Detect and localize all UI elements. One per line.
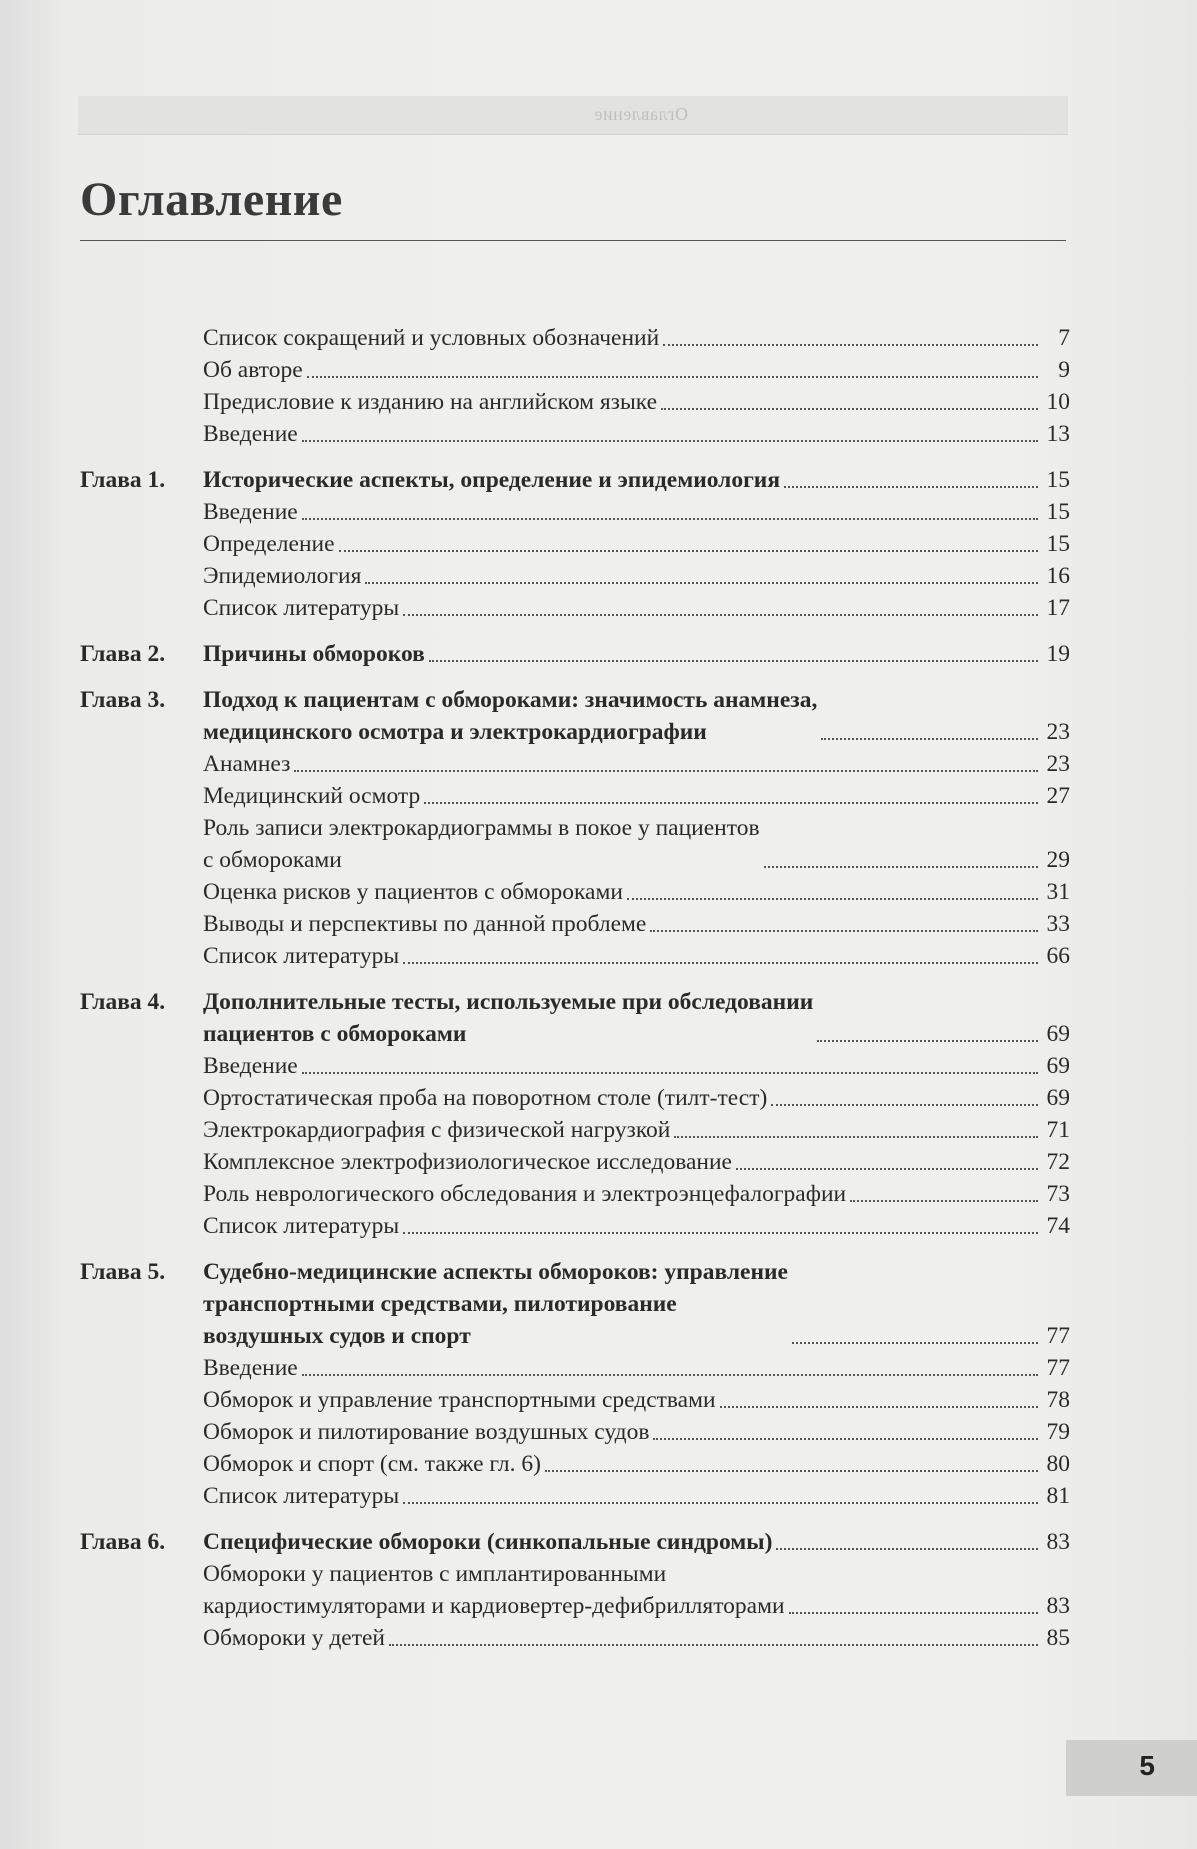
- entry-body: [203, 464, 1070, 496]
- entry-title: Медицинский осмотр: [203, 783, 421, 809]
- entry-body: [203, 1210, 1070, 1242]
- entry-body: [203, 684, 1070, 748]
- dot-leader: [764, 866, 1038, 868]
- toc-entry: [80, 780, 1070, 812]
- entry-title: Электрокардиография с физической нагрузкой: [203, 1117, 671, 1143]
- entry-title: Исторические аспекты, определение и эпидемиология: [203, 467, 781, 493]
- entry-page-number: 79: [1046, 1419, 1070, 1445]
- dot-leader: [302, 518, 1038, 520]
- chapter-label: Глава 6.: [80, 1529, 166, 1555]
- entry-body: [203, 1448, 1070, 1480]
- entry-title: Специфические обмороки (синкопальные синдромы): [203, 1529, 773, 1555]
- entry-body: [203, 1622, 1070, 1654]
- entry-body: [203, 780, 1070, 812]
- entry-body: [203, 1526, 1070, 1558]
- entry-title: Причины обмороков: [203, 641, 425, 667]
- entry-page-number: 19: [1046, 641, 1070, 667]
- entry-body: [203, 940, 1070, 972]
- toc-entry: [80, 1114, 1070, 1146]
- toc-entry: [80, 940, 1070, 972]
- dot-leader: [302, 1072, 1038, 1074]
- entry-title: Роль неврологического обследования и электроэнцефалографии: [203, 1181, 847, 1207]
- entry-body: [203, 528, 1070, 560]
- toc-entry: [80, 560, 1070, 592]
- chapter-label: Глава 3.: [80, 687, 166, 713]
- toc-entry: [80, 496, 1070, 528]
- dot-leader: [776, 1548, 1038, 1550]
- entry-body: [203, 1416, 1070, 1448]
- dot-leader: [674, 1136, 1038, 1138]
- entry-body: [203, 1146, 1070, 1178]
- dot-leader: [429, 660, 1038, 662]
- toc-chapter-entry: [80, 986, 1070, 1050]
- dot-leader: [403, 1502, 1038, 1504]
- toc-entry: [80, 1178, 1070, 1210]
- entry-title: Анамнез: [203, 751, 291, 777]
- dot-leader: [294, 770, 1038, 772]
- entry-body: [203, 1558, 1070, 1622]
- entry-title: Предисловие к изданию на английском языке: [203, 389, 658, 415]
- entry-body: [203, 638, 1070, 670]
- dot-leader: [821, 738, 1038, 740]
- entry-page-number: 23: [1046, 719, 1070, 745]
- entry-body: [203, 1352, 1070, 1384]
- entry-title: Список литературы: [203, 1483, 400, 1509]
- running-header-text: Оглавление: [594, 104, 688, 124]
- entry-body: [203, 1050, 1070, 1082]
- entry-page-number: 66: [1046, 943, 1070, 969]
- dot-leader: [424, 802, 1038, 804]
- dot-leader: [663, 344, 1038, 346]
- entry-page-number: 13: [1046, 421, 1070, 447]
- toc-entry: [80, 876, 1070, 908]
- dot-leader: [307, 376, 1038, 378]
- entry-title: Введение: [203, 421, 298, 447]
- toc-chapter-entry: [80, 1526, 1070, 1558]
- toc-entry: [80, 528, 1070, 560]
- entry-title: Выводы и перспективы по данной проблеме: [203, 911, 647, 937]
- entry-body: [203, 1480, 1070, 1512]
- dot-leader: [403, 1232, 1038, 1234]
- toc-entry: [80, 1558, 1070, 1622]
- page-number: 5: [1139, 1750, 1155, 1781]
- dot-leader: [789, 1612, 1038, 1614]
- toc-entry: [80, 1050, 1070, 1082]
- toc-entry: [80, 908, 1070, 940]
- running-header: [78, 96, 1068, 135]
- entry-title: Эпидемиология: [203, 563, 362, 589]
- entry-page-number: 27: [1046, 783, 1070, 809]
- entry-page-number: 10: [1046, 389, 1070, 415]
- page-title: Оглавление: [80, 173, 343, 226]
- dot-leader: [302, 440, 1038, 442]
- toc-entry: [80, 1480, 1070, 1512]
- entry-title: Дополнительные тесты, используемые при обследовании пациентов с обмороками: [203, 989, 814, 1047]
- toc-chapter-entry: [80, 684, 1070, 748]
- chapter-label: Глава 4.: [80, 989, 166, 1015]
- dot-leader: [736, 1168, 1038, 1170]
- title-rule: [80, 240, 1066, 241]
- chapter-label: Глава 5.: [80, 1259, 166, 1285]
- dot-leader: [817, 1040, 1038, 1042]
- page-number-box: [1066, 1740, 1197, 1796]
- entry-title: Список литературы: [203, 943, 400, 969]
- entry-page-number: 9: [1058, 357, 1070, 383]
- toc-entry: [80, 1210, 1070, 1242]
- entry-page-number: 72: [1046, 1149, 1070, 1175]
- entry-body: [203, 322, 1070, 354]
- entry-page-number: 73: [1046, 1181, 1070, 1207]
- toc-entry: [80, 418, 1070, 450]
- entry-page-number: 23: [1046, 751, 1070, 777]
- toc-entry: [80, 1448, 1070, 1480]
- entry-title: Подход к пациентам с обмороками: значимость анамнеза, медицинского осмотра и электрокардиографии: [203, 687, 818, 745]
- toc-entry: [80, 322, 1070, 354]
- toc-entry: [80, 1352, 1070, 1384]
- dot-leader: [720, 1406, 1038, 1408]
- toc-entry: [80, 1622, 1070, 1654]
- entry-page-number: 15: [1046, 499, 1070, 525]
- entry-body: [203, 908, 1070, 940]
- entry-title: Об авторе: [203, 357, 303, 383]
- entry-title: Список литературы: [203, 595, 400, 621]
- entry-body: [203, 354, 1070, 386]
- toc-entry: [80, 748, 1070, 780]
- entry-body: [203, 812, 1070, 876]
- entry-page-number: 31: [1046, 879, 1070, 905]
- entry-body: [203, 1114, 1070, 1146]
- dot-leader: [771, 1104, 1038, 1106]
- entry-body: [203, 592, 1070, 624]
- entry-body: [203, 986, 1070, 1050]
- entry-body: [203, 496, 1070, 528]
- dot-leader: [792, 1342, 1038, 1344]
- entry-page-number: 80: [1046, 1451, 1070, 1477]
- entry-title: Роль записи электрокардиограммы в покое у пациентов с обмороками: [203, 815, 760, 873]
- toc-entry: [80, 1416, 1070, 1448]
- entry-page-number: 77: [1046, 1323, 1070, 1349]
- entry-title: Комплексное электрофизиологическое исследование: [203, 1149, 732, 1175]
- entry-page-number: 83: [1046, 1529, 1070, 1555]
- entry-title: Судебно-медицинские аспекты обмороков: управление транспортными средствами, пилотирование воздушных судов и спорт: [203, 1259, 788, 1349]
- dot-leader: [545, 1470, 1038, 1472]
- entry-title: Обмороки у детей: [203, 1625, 385, 1651]
- toc-entry: [80, 386, 1070, 418]
- entry-title: Обморок и спорт (см. также гл. 6): [203, 1451, 541, 1477]
- entry-title: Оценка рисков у пациентов с обмороками: [203, 879, 623, 905]
- entry-page-number: 74: [1046, 1213, 1070, 1239]
- chapter-label: Глава 2.: [80, 641, 166, 667]
- entry-body: [203, 748, 1070, 780]
- entry-title: Обмороки у пациентов с имплантированными кардиостимуляторами и кардиовертер-дефибрилляторами: [203, 1561, 785, 1619]
- entry-page-number: 17: [1046, 595, 1070, 621]
- dot-leader: [850, 1200, 1038, 1202]
- dot-leader: [784, 486, 1038, 488]
- toc-chapter-entry: [80, 638, 1070, 670]
- entry-body: [203, 1082, 1070, 1114]
- toc-entry: [80, 354, 1070, 386]
- dot-leader: [365, 582, 1038, 584]
- entry-title: Обморок и пилотирование воздушных судов: [203, 1419, 650, 1445]
- entry-page-number: 83: [1046, 1593, 1070, 1619]
- dot-leader: [650, 930, 1038, 932]
- entry-page-number: 29: [1046, 847, 1070, 873]
- entry-title: Определение: [203, 531, 335, 557]
- dot-leader: [627, 898, 1038, 900]
- toc-entry: [80, 592, 1070, 624]
- entry-page-number: 33: [1046, 911, 1070, 937]
- dot-leader: [389, 1644, 1038, 1646]
- entry-page-number: 69: [1046, 1085, 1070, 1111]
- entry-title: Введение: [203, 1053, 298, 1079]
- entry-title: Обморок и управление транспортными средствами: [203, 1387, 716, 1413]
- entry-page-number: 15: [1046, 467, 1070, 493]
- entry-title: Введение: [203, 1355, 298, 1381]
- entry-body: [203, 560, 1070, 592]
- entry-title: Введение: [203, 499, 298, 525]
- table-of-contents: [80, 322, 1070, 1654]
- entry-page-number: 7: [1058, 325, 1070, 351]
- entry-page-number: 71: [1046, 1117, 1070, 1143]
- entry-body: [203, 1384, 1070, 1416]
- entry-page-number: 69: [1046, 1053, 1070, 1079]
- entry-body: [203, 1256, 1070, 1352]
- entry-page-number: 16: [1046, 563, 1070, 589]
- dot-leader: [339, 550, 1038, 552]
- entry-page-number: 77: [1046, 1355, 1070, 1381]
- toc-chapter-entry: [80, 464, 1070, 496]
- entry-page-number: 81: [1046, 1483, 1070, 1509]
- entry-page-number: 15: [1046, 531, 1070, 557]
- entry-page-number: 85: [1046, 1625, 1070, 1651]
- entry-page-number: 69: [1046, 1021, 1070, 1047]
- entry-title: Список литературы: [203, 1213, 400, 1239]
- entry-body: [203, 1178, 1070, 1210]
- chapter-label: Глава 1.: [80, 467, 166, 493]
- toc-chapter-entry: [80, 1256, 1070, 1352]
- entry-body: [203, 418, 1070, 450]
- dot-leader: [302, 1374, 1038, 1376]
- entry-page-number: 78: [1046, 1387, 1070, 1413]
- entry-body: [203, 876, 1070, 908]
- dot-leader: [403, 614, 1038, 616]
- toc-entry: [80, 1082, 1070, 1114]
- toc-entry: [80, 1384, 1070, 1416]
- toc-entry: [80, 812, 1070, 876]
- dot-leader: [653, 1438, 1038, 1440]
- entry-title: Ортостатическая проба на поворотном столе (тилт-тест): [203, 1085, 768, 1111]
- dot-leader: [403, 962, 1038, 964]
- dot-leader: [661, 408, 1038, 410]
- toc-entry: [80, 1146, 1070, 1178]
- entry-body: [203, 386, 1070, 418]
- entry-title: Список сокращений и условных обозначений: [203, 325, 660, 351]
